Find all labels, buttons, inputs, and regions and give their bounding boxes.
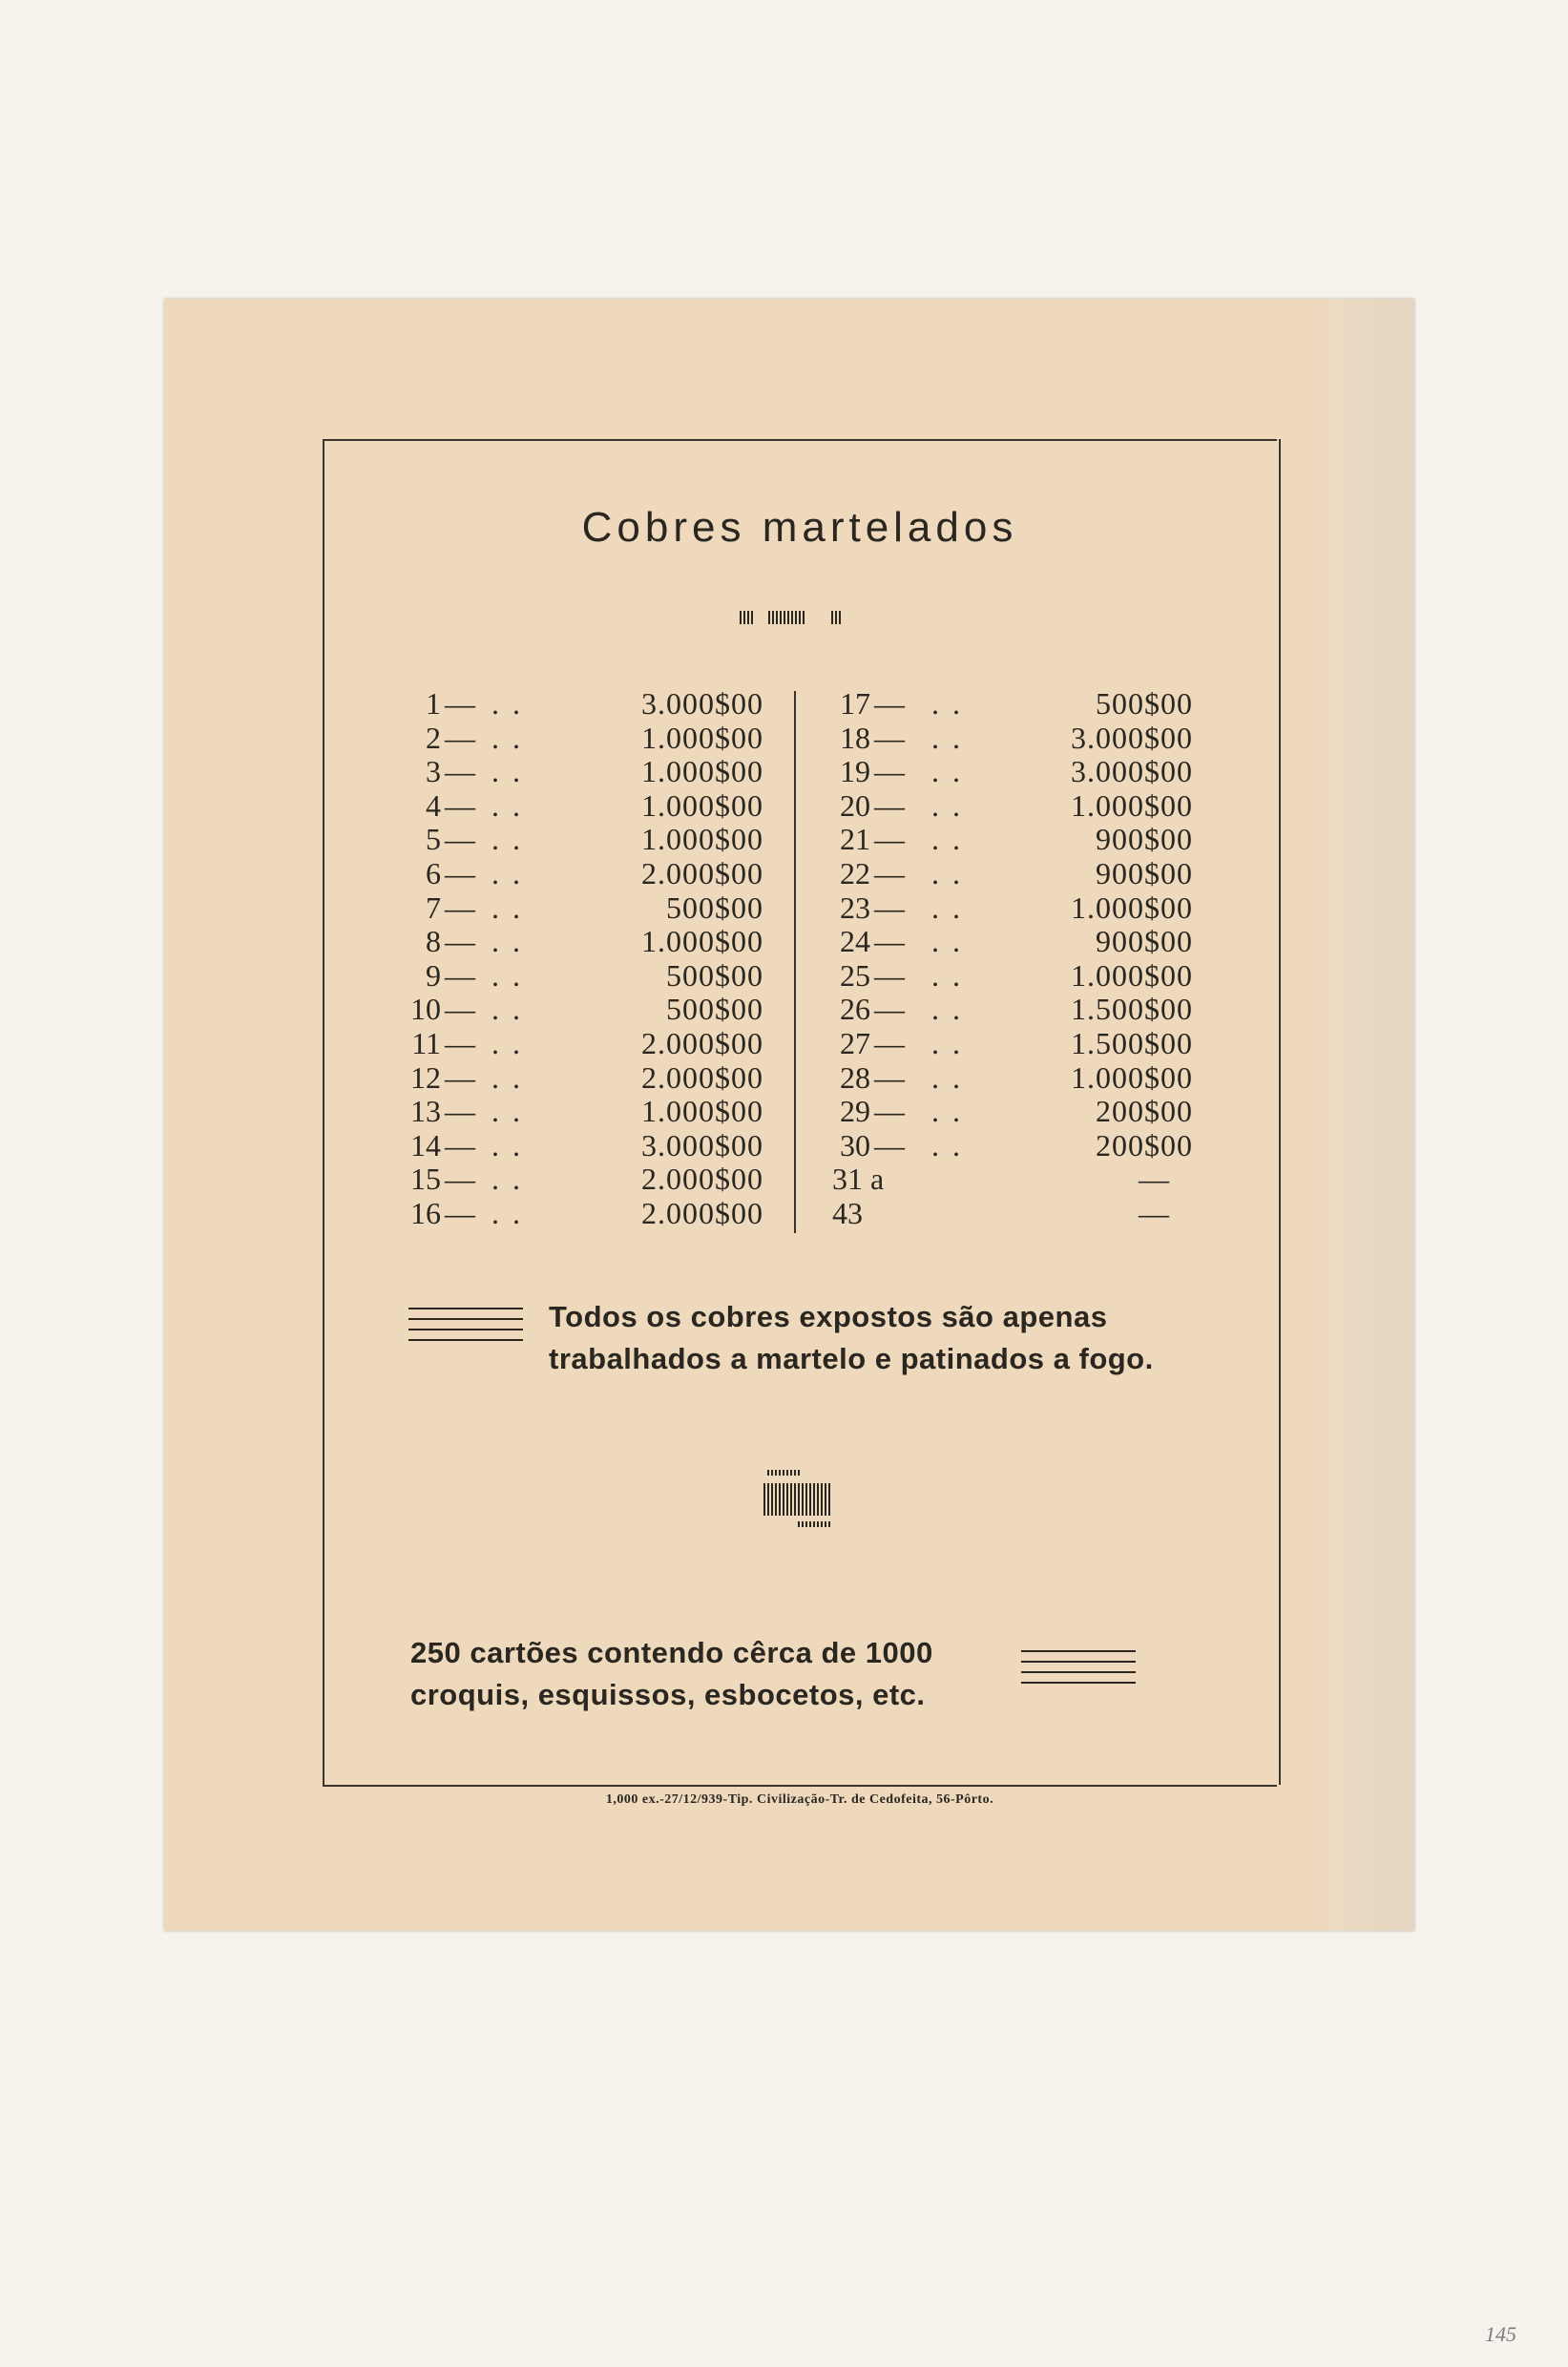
list-item: 11 — .. 2.000$00 xyxy=(411,1025,763,1060)
note-cartoes xyxy=(410,1632,933,1716)
list-item: 16 — .. 2.000$00 xyxy=(410,1195,763,1230)
decorative-rules-icon xyxy=(1021,1650,1136,1688)
list-item: 13 — .. 1.000$00 xyxy=(410,1094,763,1129)
note-cobres xyxy=(549,1296,1154,1380)
list-item: 7 — .. 500$00 xyxy=(426,890,763,925)
list-item: 12 — .. 2.000$00 xyxy=(410,1059,763,1095)
list-item: 1 — .. 3.000$00 xyxy=(426,686,763,721)
list-item: 24 — .. 900$00 xyxy=(840,924,1193,959)
list-item: 28 — .. 1.000$00 xyxy=(840,1059,1193,1095)
list-item: 21 — .. 900$00 xyxy=(840,822,1193,857)
list-item: 3 — .. 1.000$00 xyxy=(426,754,763,789)
folio-number: 145 xyxy=(1485,2322,1516,2346)
sheet-worn-edge xyxy=(1309,299,1414,1931)
bottom-rule xyxy=(323,1785,1277,1787)
list-item: 10 — .. 500$00 xyxy=(410,992,763,1027)
note-cartoes-line2: croquis, esquissos, esbocetos, etc. xyxy=(410,1678,926,1711)
list-item: 26 — .. 1.500$00 xyxy=(840,992,1193,1027)
list-item: 27 — .. 1.500$00 xyxy=(840,1025,1193,1060)
barcode-ornament-icon xyxy=(763,1470,832,1527)
list-item: 15 — .. 2.000$00 xyxy=(410,1162,763,1197)
list-item: 18 — .. 3.000$00 xyxy=(840,720,1193,755)
list-item: 6 — .. 2.000$00 xyxy=(426,855,763,890)
list-item: 5 — .. 1.000$00 xyxy=(426,822,763,857)
list-item: 14 — .. 3.000$00 xyxy=(410,1127,763,1163)
list-item: 29 — .. 200$00 xyxy=(840,1094,1193,1129)
list-item: 2 — .. 1.000$00 xyxy=(426,720,763,755)
list-item-range: 31 a — xyxy=(832,1162,1170,1197)
list-item: 23 — .. 1.000$00 xyxy=(840,890,1193,925)
price-list-left xyxy=(382,687,773,1231)
ornament-icon xyxy=(740,609,854,626)
printer-colophon: 1,000 ex.-27/12/939-Tip. Civilização-Tr. de Cedofeita, 56-Pôrto. xyxy=(605,1792,994,1807)
list-item: 4 — .. 1.000$00 xyxy=(426,787,763,823)
list-item: 22 — .. 900$00 xyxy=(840,855,1193,890)
list-item-range: 43 — xyxy=(832,1195,1170,1230)
list-item: 30 — .. 200$00 xyxy=(840,1127,1193,1163)
price-list-right xyxy=(811,687,1193,1231)
decorative-rules-icon xyxy=(408,1308,523,1346)
note-cobres-line1: Todos os cobres expostos são apenas xyxy=(549,1300,1108,1333)
column-divider xyxy=(794,691,796,1233)
note-cobres-line2: trabalhados a martelo e patinados a fogo. xyxy=(549,1342,1154,1375)
list-item: 25 — .. 1.000$00 xyxy=(840,957,1193,993)
note-cartoes-line1: 250 cartões contendo cêrca de 1000 xyxy=(410,1636,933,1669)
list-item: 20 — .. 1.000$00 xyxy=(840,787,1193,823)
page-title: Cobres martelados xyxy=(581,504,1018,551)
list-item: 17 — .. 500$00 xyxy=(840,686,1193,721)
list-item: 9 — .. 500$00 xyxy=(426,957,763,993)
list-item: 8 — .. 1.000$00 xyxy=(426,924,763,959)
list-item: 19 — .. 3.000$00 xyxy=(840,754,1193,789)
